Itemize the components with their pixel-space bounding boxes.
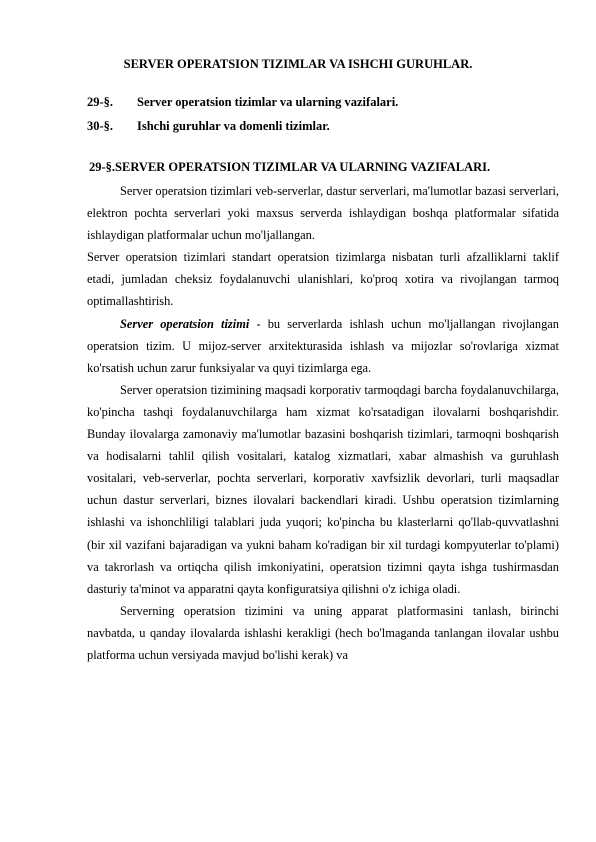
paragraph: Server operatsion tizimining maqsadi korporativ tarmoqdagi barcha foydalanuvchilarga, ko'pincha tashqi foydalanuvchilarga ham xizmat ko'rsatadigan ilovalarni boshqarishdir. Bunday ilovalarga zamonaviy ma'lumotlar bazasini boshqarish tizimlari, tarmoqni boshqarish va hodisalarni tahlil qilish vositalari, katalog xizmatlari, xabar almashish va guruhlash vositalari, veb-serverlar, pochta serverlari, korporativ xavfsizlik devorlari, turli maqsadlar uchun dastur serverlari, biznes ilovalari backendlari kiradi. Ushbu operatsion tizimlarning ishlashi va ishonchliligi talablari juda yuqori; ko'pincha bu klasterlarni qo'llab-quvvatlashni (bir xil vazifani bajaradigan va yukni baham ko'radigan bir xil turdagi kompyuterlar to'plami) va takrorlash va ortiqcha qilish imkoniyatini, operatsion tizimni qayta ishga tushirmasdan dasturiy ta'minot va apparatni qayta konfiguratsiya qilishni o'z ichiga oladi.	[87, 382, 559, 596]
paragraph: Server operatsion tizimlari standart operatsion tizimlarga nisbatan turli afzalliklarni taklif etadi, jumladan cheksiz foydalanuvchi ulanishlari, ko'proq xotira va rivojlangan tarmoq optimallashtirish.	[87, 250, 559, 309]
body-text	[87, 180, 559, 666]
toc-text: Ishchi guruhlar va domenli tizimlar.	[137, 119, 330, 133]
document-title: SERVER OPERATSION TIZIMLAR VA ISHCHI GURUHLAR.	[123, 57, 473, 71]
paragraph: Server operatsion tizimlari veb-serverlar, dastur serverlari, ma'lumotlar bazasi serverlari, elektron pochta serverlari yoki maxsus serverda ishlaydigan boshqa platformalar sifatida ishlaydigan platformalar uchun mo'ljallangan.	[87, 184, 560, 243]
toc-item-29	[87, 94, 398, 110]
toc-number: 30-§.	[87, 119, 114, 133]
toc-item-30	[87, 118, 330, 134]
definition-term: Server operatsion tizimi	[120, 316, 250, 331]
definition-text: - bu serverlarda ishlash uchun mo'ljallangan rivojlangan operatsion tizim. U mijoz-server arxitekturasida ishlash va mijozlar so'rovlariga xizmat ko'rsatish uchun zarur funksiyalar va quyi tizimlarga ega.	[87, 316, 559, 375]
toc-text: Server operatsion tizimlar va ularning vazifalari.	[137, 95, 399, 109]
paragraph: Serverning operatsion tizimini va uning apparat platformasini tanlash, birinchi navbatda, u qanday ilovalarda ishlashi kerakligi (hech bo'lmaganda tanlangan ilovalar ushbu platforma uchun versiyada mavjud bo'lishi kerak) va	[87, 603, 559, 662]
section-heading: 29-§.SERVER OPERATSION TIZIMLAR VA ULARNING VAZIFALARI.	[89, 160, 491, 174]
definition-paragraph	[87, 313, 559, 379]
toc-number: 29-§.	[87, 95, 114, 109]
